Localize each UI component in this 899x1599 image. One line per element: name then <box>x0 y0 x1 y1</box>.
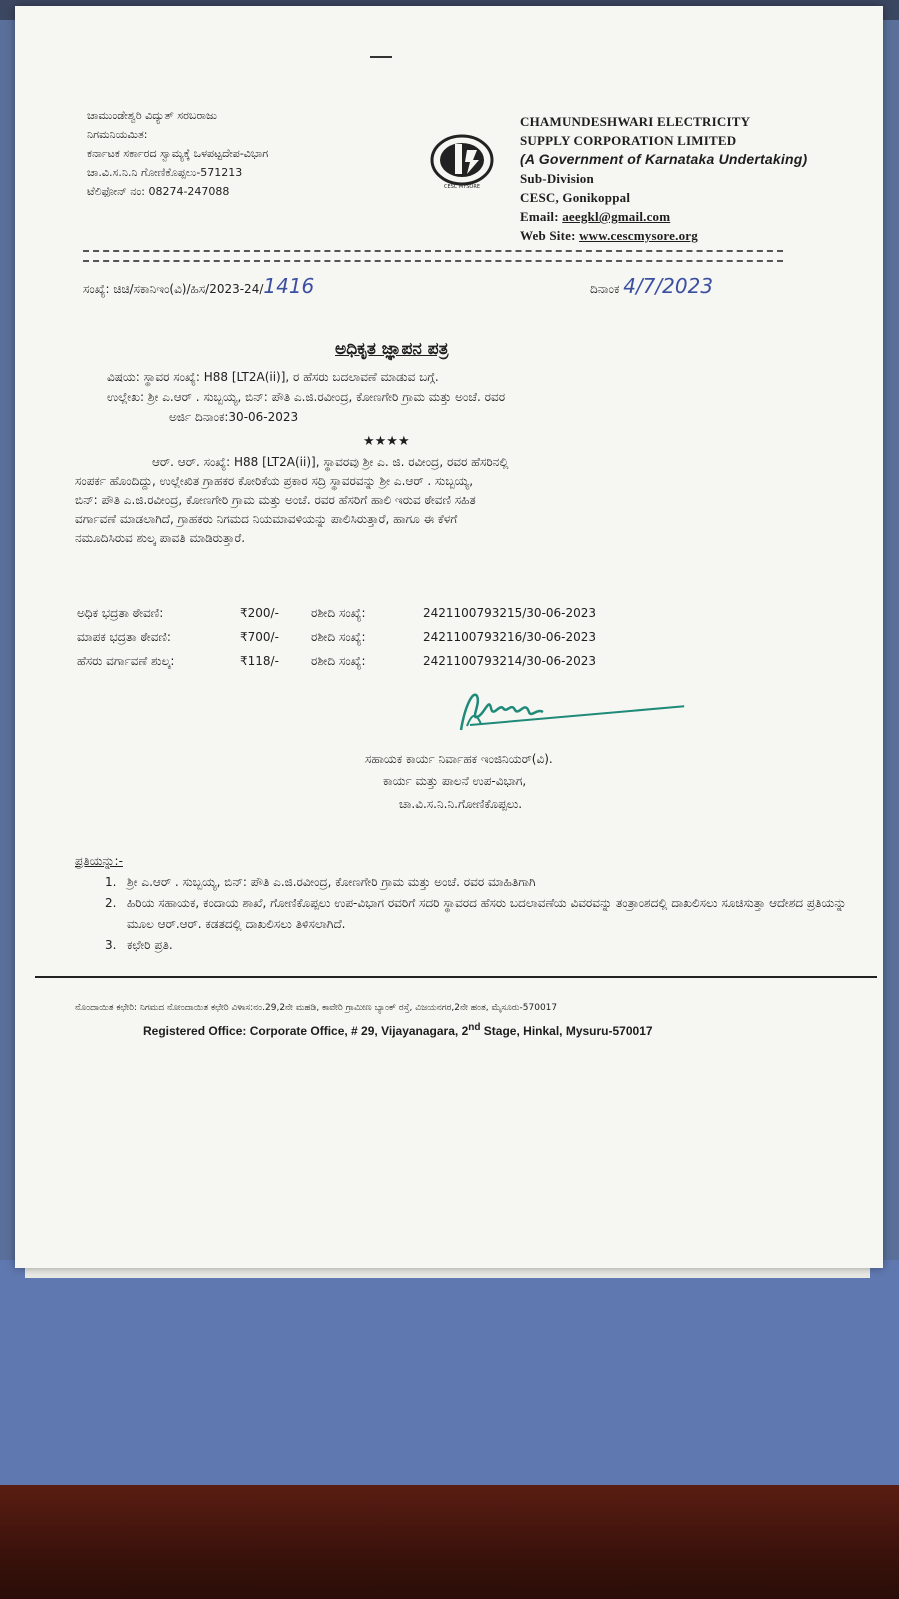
footer-registered-office <box>143 1022 653 1038</box>
body-paragraph <box>75 453 835 548</box>
cesc-logo <box>429 130 495 190</box>
email-link[interactable]: aeegkl@gmail.com <box>562 209 671 224</box>
copy-text: ಕಛೇರಿ ಪ್ರತಿ. <box>127 938 173 952</box>
top-mark <box>370 56 392 58</box>
copy-item <box>75 872 847 893</box>
reference-number <box>83 274 314 298</box>
website-line <box>520 226 807 245</box>
copy-number: 1. <box>105 875 117 889</box>
subdivision-name: CESC, Gonikoppal <box>520 190 631 205</box>
signatory-location: ಚಾ.ವಿ.ಸ.ನಿ.ನಿ.ಗೋಣಿಕೊಪ್ಪಲು. <box>399 797 523 811</box>
date-label: ದಿನಾಂಕ <box>590 282 620 296</box>
company-name-line1: CHAMUNDESHWARI ELECTRICITY <box>520 114 751 129</box>
body-line: ಸಂಪರ್ಕ ಹೊಂದಿದ್ದು, ಉಲ್ಲೇಖಿತ ಗ್ರಾಹಕರ ಕೋರಿಕೆಯ ಪ್ರಕಾರ ಸದ್ರಿ ಸ್ಥಾವರವನ್ನು ಶ್ರೀ ಎ.ಆರ್ . ಸುಬ್ಬಯ್ಯ, <box>75 474 474 488</box>
payment-label: ಮಾಪಕ ಭದ್ರತಾ ಠೇವಣಿ: <box>77 630 171 644</box>
registered-office-sup: nd <box>468 1022 481 1033</box>
signatory-designation: ಸಹಾಯಕ ಕಾರ್ಯ ನಿರ್ವಾಹಕ ಇಂಜಿನಿಯರ್(ವಿ). <box>365 752 553 766</box>
header-left-line: ಚಾ.ವಿ.ಸ.ನಿ.ನಿ ಗೋಣಿಕೊಪ್ಪಲು-571213 <box>87 166 243 179</box>
payment-label: ಅಧಿಕ ಭದ್ರತಾ ಠೇವಣಿ: <box>77 606 164 620</box>
receipt-label: ರಶೀದಿ ಸಂಖ್ಯೆ: <box>311 654 366 668</box>
logo-caption: CESC MYSORE <box>443 184 481 190</box>
separator-stars: ★★★★ <box>363 434 410 449</box>
subdivision-label: Sub-Division <box>520 171 594 186</box>
copies-section <box>75 851 847 956</box>
copy-number: 2. <box>105 896 117 910</box>
receipt-number: 2421100793216/30-06-2023 <box>423 630 597 644</box>
copy-text: ಹಿರಿಯ ಸಹಾಯಕ, ಕಂದಾಯ ಶಾಖೆ, ಗೋಣಿಕೊಪ್ಪಲು ಉಪ-ವಿಭಾಗ ರವರಿಗೆ ಸದರಿ ಸ್ಥಾವರದ ಹೆಸರು ಬದಲಾವಣೆಯ ವಿವರವನ್ನು ತಂತ್ರಾಂಶದಲ್ಲಿ ದಾಖಲಿಸಲು ಸೂಚಿಸುತ್ತಾ ಆದೇಶದ ಪ್ರತಿಯನ್ನು ಮೂಲ ಆರ್.ಆರ್. ಕಡತದಲ್ಲಿ ದಾಖಲಿಸಲು ತಿಳಿಸಲಾಗಿದೆ. <box>127 896 847 931</box>
company-name-line2: SUPPLY CORPORATION LIMITED <box>520 133 737 148</box>
handwritten-signature <box>455 686 565 736</box>
email-label: Email: <box>520 209 563 224</box>
body-line: ನಮೂದಿಸಿರುವ ಶುಲ್ಕ ಪಾವತಿ ಮಾಡಿರುತ್ತಾರೆ. <box>75 531 246 545</box>
registered-office-text: Stage, Hinkal, Mysuru-570017 <box>480 1024 653 1038</box>
background-table <box>0 1485 899 1599</box>
footer-rule <box>35 976 877 978</box>
receipt-number: 2421100793214/30-06-2023 <box>423 654 597 668</box>
signatory-office: ಕಾರ್ಯ ಮತ್ತು ಪಾಲನೆ ಉಪ-ವಿಭಾಗ, <box>383 774 527 788</box>
subject-line: ವಿಷಯ: ಸ್ಥಾವರ ಸಂಖ್ಯೆ: H88 [LT2A(ii)], ರ ಹೆಸರು ಬದಲಾವಣೆ ಮಾಡುವ ಬಗ್ಗೆ. <box>107 370 439 384</box>
header-left <box>87 106 268 201</box>
document-page <box>15 6 883 1268</box>
header-divider <box>83 260 783 262</box>
header-left-line: ಚಾಮುಂಡೇಶ್ವರಿ ವಿದ್ಯುತ್ ಸರಬರಾಜು <box>87 109 217 122</box>
government-line: (A Government of Karnataka Undertaking) <box>520 151 808 167</box>
copy-item <box>75 893 847 935</box>
payment-amount: ₹700/- <box>240 630 279 644</box>
website-label: Web Site: <box>520 228 580 243</box>
header-left-line: ಕರ್ನಾಟಕ ಸರ್ಕಾರದ ಸ್ವಾಮ್ಯಕ್ಕೆ ಒಳಪಟ್ಟದೇಪ-ವಿಭಾಗ <box>87 147 269 160</box>
reference-number-label: ಸಂಖ್ಯೆ: ಚಿಚಿ/ಸಕಾನಿಇಂ(ವಿ)/ಹಿಸ/2023-24/ <box>83 282 264 296</box>
copy-text: ಶ್ರೀ ಎ.ಆರ್ . ಸುಬ್ಬಯ್ಯ, ಬಿನ್: ಪೌತಿ ಎ.ಜಿ.ರವೀಂದ್ರ, ಕೋಣಗೇರಿ ಗ್ರಾಮ ಮತ್ತು ಅಂಚೆ. ರವರ ಮಾಹಿತಿಗಾಗಿ <box>127 875 536 889</box>
payment-label: ಹೆಸರು ವರ್ಗಾವಣೆ ಶುಲ್ಕ: <box>77 654 175 668</box>
reference-line: ಅರ್ಜಿ ದಿನಾಂಕ:30-06-2023 <box>169 410 299 424</box>
paper-underlayer <box>25 1268 870 1278</box>
header-right <box>520 112 807 245</box>
copy-item <box>75 935 847 956</box>
reference-number-handwritten: 1416 <box>263 274 315 298</box>
memo-title: ಅಧಿಕೃತ ಜ್ಞಾಪನ ಪತ್ರ <box>335 339 449 359</box>
body-line: ವರ್ಗಾವಣೆ ಮಾಡಲಾಗಿದೆ, ಗ್ರಾಹಕರು ನಿಗಮದ ನಿಯಮಾವಳಿಯನ್ನು ಪಾಲಿಸಿರುತ್ತಾರೆ, ಹಾಗೂ ಈ ಕೆಳಗೆ <box>75 512 458 526</box>
receipt-label: ರಶೀದಿ ಸಂಖ್ಯೆ: <box>311 606 366 620</box>
body-line: ಬಿನ್: ಪೌತಿ ಎ.ಜಿ.ರವೀಂದ್ರ, ಕೋಣಗೇರಿ ಗ್ರಾಮ ಮತ್ತು ಅಂಚೆ. ರವರ ಹೆಸರಿಗೆ ಹಾಲಿ ಇರುವ ಠೇವಣಿ ಸಹಿತ <box>75 493 476 507</box>
footer-kannada-address: ನೊಂದಾಯಿತ ಕಛೇರಿ: ನಿಗಮದ ನೋಂದಾಯಿತ ಕಛೇರಿ ವಿಳಾಸ:ನಂ.29,2ನೇ ಮಹಡಿ, ಕಾವೇರಿ ಗ್ರಾಮೀಣ ಬ್ಯಾಂಕ್ ರಸ್ತೆ, ವಿಜಯನಗರ,2ನೇ ಹಂತ, ಮೈಸೂರು-570017 <box>75 1003 558 1013</box>
registered-office-text: Registered Office: Corporate Office, # 29, Vijayanagara, 2 <box>143 1024 469 1038</box>
header-left-line: ನಿಗಮನಿಯಮಿತ: <box>87 128 148 141</box>
receipt-number: 242110079321​5/30-06-2023 <box>423 606 597 620</box>
header-divider <box>83 250 783 252</box>
payment-amount: ₹118/- <box>240 654 279 668</box>
email-line <box>520 207 807 226</box>
copy-number: 3. <box>105 938 117 952</box>
date-handwritten: 4/7/2023 <box>623 274 714 298</box>
reference-date <box>590 274 713 298</box>
header-left-line: ಟೆಲಿಫೋನ್ ನಂ: 08274-247088 <box>87 185 230 198</box>
reference-line: ಉಲ್ಲೇಖ: ಶ್ರೀ ಎ.ಆರ್ . ಸುಬ್ಬಯ್ಯ, ಬಿನ್: ಪೌತಿ ಎ.ಜಿ.ರವೀಂದ್ರ, ಕೋಣಗೇರಿ ಗ್ರಾಮ ಮತ್ತು ಅಂಚೆ. ರವರ <box>107 390 506 404</box>
copies-heading: ಪ್ರತಿಯನ್ನು:- <box>75 854 123 868</box>
receipt-label: ರಶೀದಿ ಸಂಖ್ಯೆ: <box>311 630 366 644</box>
background-cloth <box>0 1260 899 1490</box>
website-link[interactable]: www.cescmysore.org <box>579 228 698 243</box>
body-line: ಆರ್. ಆರ್. ಸಂಖ್ಯೆ: H88 [LT2A(ii)], ಸ್ಥಾವರವು ಶ್ರೀ ಎ. ಜಿ. ರವೀಂದ್ರ, ರವರ ಹೆಸರಿನಲ್ಲಿ <box>152 455 509 469</box>
payment-amount: ₹200/- <box>240 606 279 620</box>
